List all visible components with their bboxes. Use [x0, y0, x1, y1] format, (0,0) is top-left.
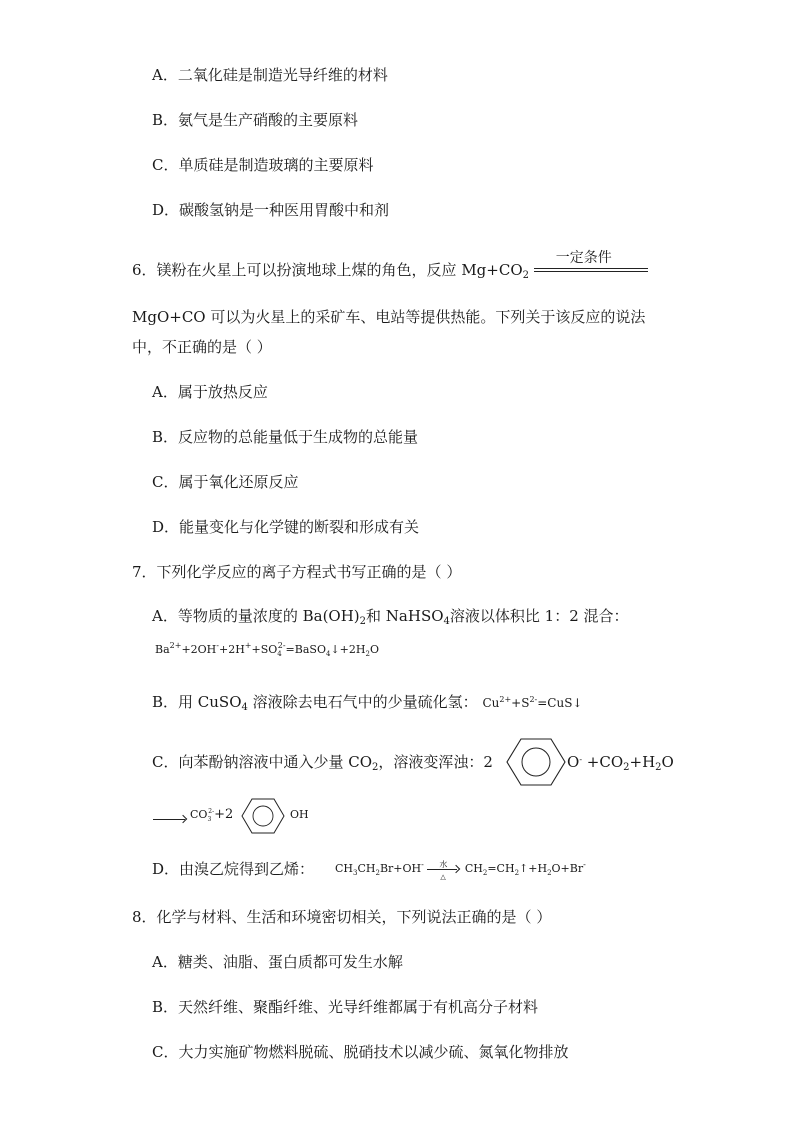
f-part: O	[661, 753, 674, 771]
f-part: =BaSO	[285, 643, 326, 656]
f-part: +2H	[218, 643, 245, 656]
q7-b-text-2: 溶液除去电石气中的少量硫化氢：	[247, 693, 478, 711]
q7-c-line2-formula	[190, 808, 233, 822]
f-sub: 2	[365, 650, 370, 658]
f-sup: 2-	[529, 695, 538, 704]
f-part: Br+OH	[379, 862, 422, 875]
q6-option-b: B．反应物的总能量低于生成物的总能量	[152, 428, 419, 446]
f-part: ↓+2H	[330, 643, 366, 656]
q6-option-d: D．能量变化与化学键的断裂和形成有关	[152, 518, 420, 536]
f-part: +2OH	[181, 643, 217, 656]
f-sup: 2+	[169, 641, 182, 650]
q8-option-b: B．天然纤维、聚酯纤维、光导纤维都属于有机高分子材料	[152, 998, 539, 1016]
f-sub: 2	[375, 869, 380, 877]
arrow-head	[179, 815, 187, 823]
q6-stem	[132, 250, 648, 281]
q5-option-a: A．二氧化硅是制造光导纤维的材料	[152, 66, 388, 84]
q8-option-a: A．糖类、油脂、蛋白质都可发生水解	[152, 953, 403, 971]
f-part: +H	[629, 753, 656, 771]
benzene-ring-icon	[505, 736, 567, 788]
f-part: +S	[511, 696, 530, 710]
f-part: O	[369, 643, 379, 656]
q7-stem: 7．下列化学反应的离子方程式书写正确的是（ ）	[132, 563, 462, 581]
f-sub: 2	[623, 762, 630, 773]
f-sup: -	[583, 860, 586, 869]
f-part: CH	[335, 862, 354, 875]
q6-line2: MgO+CO 可以为火星上的采矿车、电站等提供热能。下列关于该反应的说法	[132, 308, 646, 326]
f-sup: -	[216, 641, 219, 650]
f-sub: 3	[207, 816, 212, 823]
reaction-condition-label: 一定条件	[555, 250, 612, 266]
f-sub: 4	[325, 650, 331, 658]
q6-line3: 中，不正确的是（ ）	[132, 338, 272, 356]
phenol-oh-label: OH	[290, 808, 309, 821]
f-part: CH	[464, 862, 483, 875]
q7-a-formula	[155, 643, 379, 657]
q7-c-text: C．向苯酚钠溶液中通入少量 CO	[152, 753, 373, 771]
q5-option-d: D．碳酸氢钠是一种医用胃酸中和剂	[152, 201, 390, 219]
f-part: Ba	[155, 643, 170, 656]
arrow-below-label: △	[440, 873, 446, 881]
q8-option-c: C．大力实施矿物燃料脱硫、脱硝技术以减少硫、氮氧化物排放	[152, 1043, 569, 1061]
q8-stem: 8．化学与材料、生活和环境密切相关，下列说法正确的是（ ）	[132, 908, 552, 926]
q7-a-text-2: 和 NaHSO	[366, 607, 444, 625]
f-sub: 3	[353, 869, 358, 877]
f-sub: 2	[482, 869, 488, 877]
q7-a-text-1: A．等物质的量浓度的 Ba(OH)	[152, 607, 360, 625]
f-sup: -	[421, 860, 424, 869]
f-part: CO	[190, 808, 208, 821]
f-part: O+Br	[551, 862, 584, 875]
arrow-above-label: 水	[439, 860, 448, 869]
right-arrow-icon	[153, 814, 187, 824]
f-sub: 2	[655, 762, 662, 773]
q7-a-sub2: 2	[359, 616, 367, 627]
f-sup: -	[579, 755, 583, 764]
f-sub: 2	[547, 869, 552, 877]
equals-line-bottom	[534, 271, 648, 272]
f-sub: 2	[514, 869, 520, 877]
heat-arrow-icon	[427, 860, 461, 881]
q7-option-a	[152, 606, 629, 626]
f-sub: 4	[277, 650, 282, 658]
f-sup: +	[244, 641, 252, 650]
q7-b-sub4: 4	[241, 702, 248, 713]
q7-d-text: D．由溴乙烷得到乙烯：	[152, 860, 315, 878]
f-part: O	[567, 753, 580, 771]
q5-option-c: C．单质硅是制造玻璃的主要原料	[152, 156, 374, 174]
reaction-condition-arrow	[534, 250, 648, 280]
f-part: +CO	[582, 753, 624, 771]
q7-option-b	[152, 692, 583, 713]
f-sup: 2-	[208, 808, 215, 815]
q7-c-sub2: 2	[372, 762, 379, 773]
arrow-head	[452, 865, 460, 873]
q6-sub2: 2	[522, 270, 529, 281]
q7-b-formula	[482, 696, 582, 710]
q7-b-text-1: B．用 CuSO	[152, 693, 242, 711]
q6-option-c: C．属于氧化还原反应	[152, 473, 299, 491]
f-part: Cu	[482, 696, 500, 710]
benzene-ring-small-icon	[240, 797, 286, 835]
f-part: +2	[214, 807, 234, 822]
q7-d-formula	[335, 860, 586, 881]
f-part: CH	[357, 862, 376, 875]
f-part: =CH	[487, 862, 515, 875]
q7-option-d	[152, 859, 314, 879]
q7-c-right-formula	[567, 752, 674, 772]
q7-a-sub4: 4	[443, 616, 450, 627]
q5-option-b: B．氨气是生产硝酸的主要原料	[152, 111, 359, 129]
q6-stem-text: 6．镁粉在火星上可以扮演地球上煤的角色，反应 Mg+CO	[132, 261, 523, 279]
f-sup: 2+	[499, 695, 512, 704]
q6-option-a: A．属于放热反应	[152, 383, 268, 401]
equals-line-top	[534, 268, 648, 269]
f-sup: 2-	[277, 641, 286, 650]
q7-a-text-3: 溶液以体积比 1：2 混合：	[449, 607, 629, 625]
q7-option-c	[152, 752, 493, 772]
q7-c-text-2: ，溶液变浑浊：2	[378, 753, 493, 771]
f-part: =CuS↓	[537, 696, 583, 710]
f-part: +SO	[251, 643, 278, 656]
f-part: ↑+H	[519, 862, 548, 875]
